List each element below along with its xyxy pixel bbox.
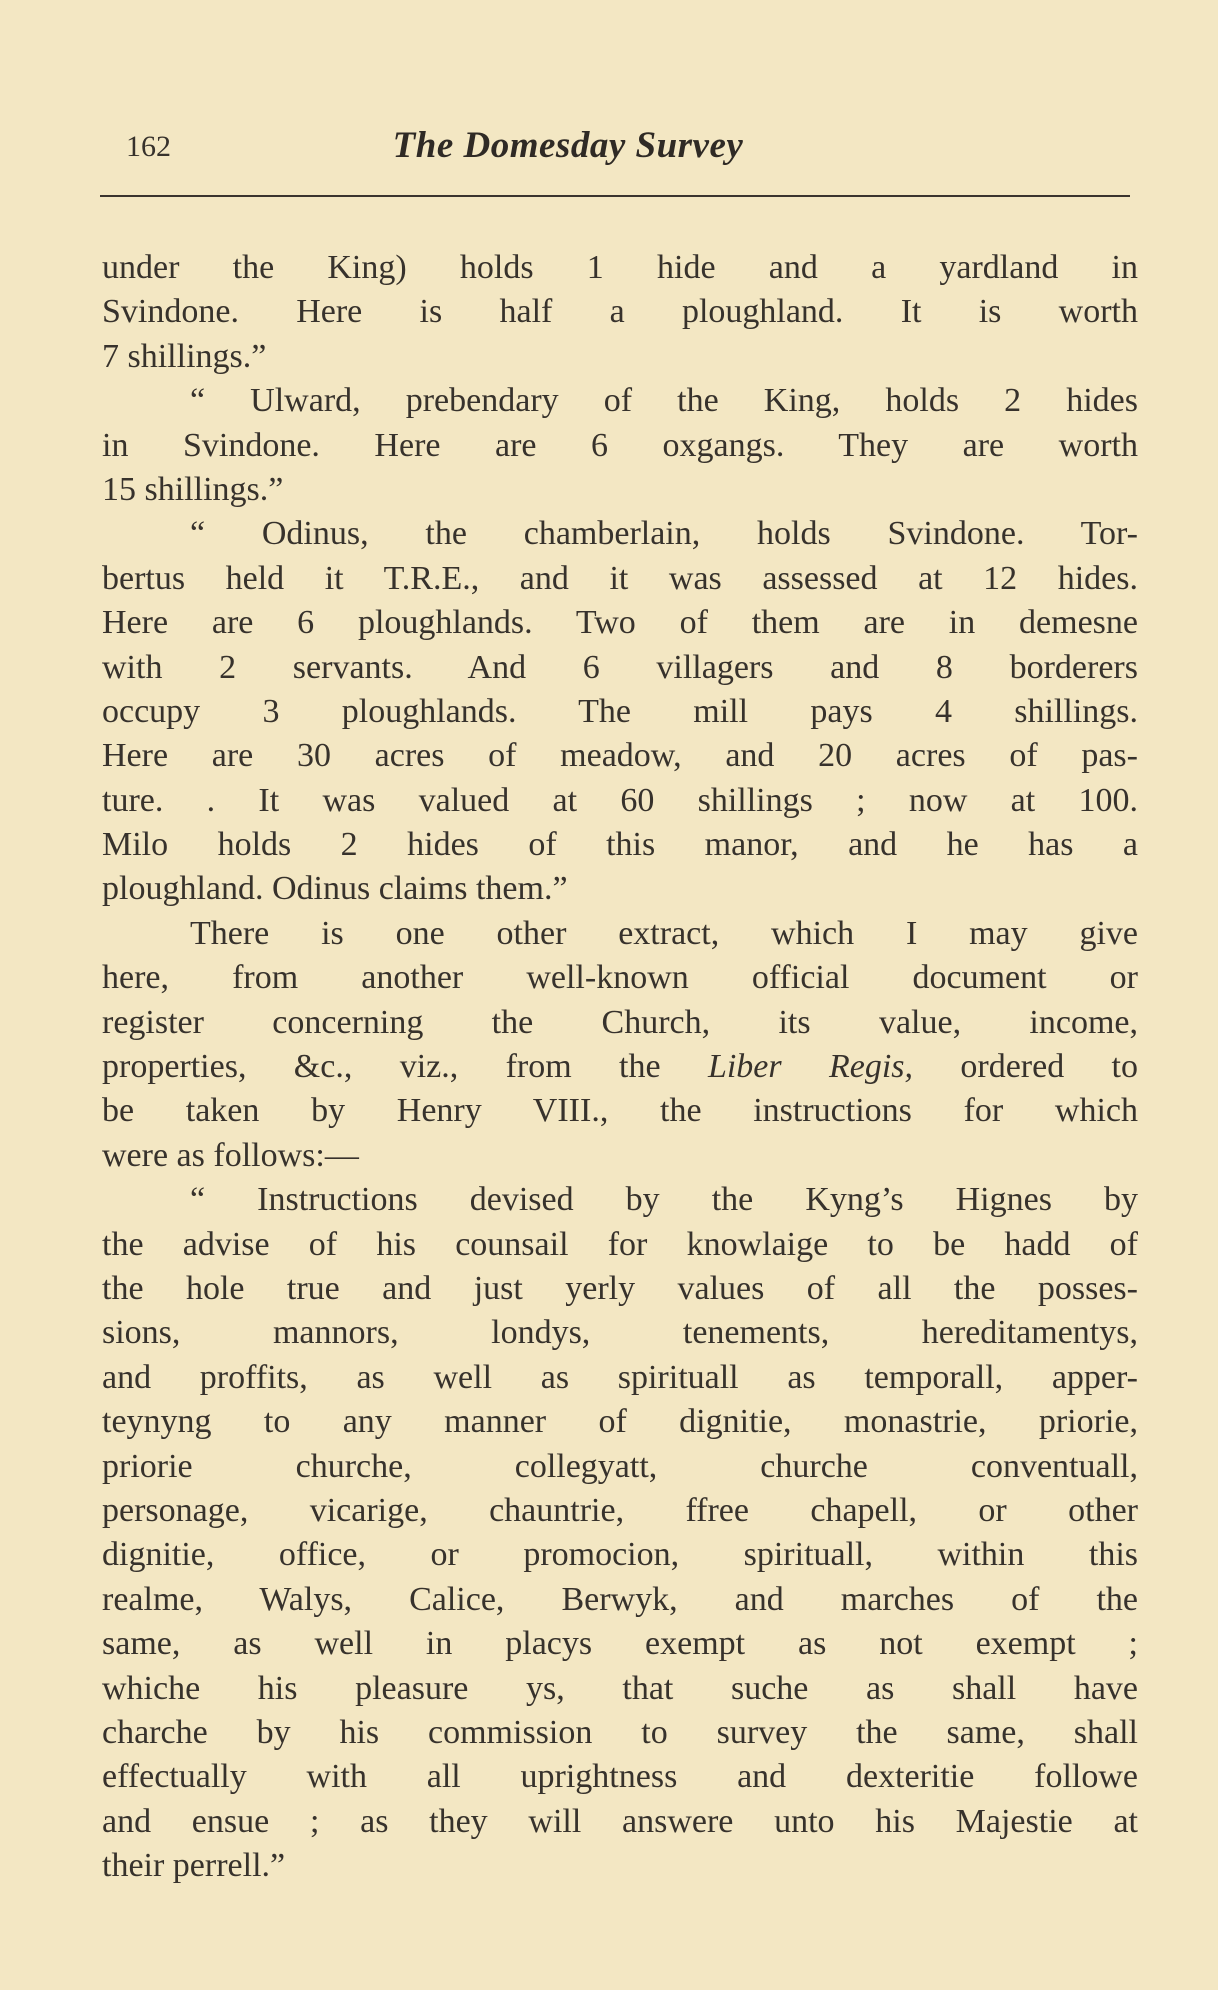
text-segment: properties, &c., viz., from the <box>102 1048 708 1086</box>
text-line: realme, Walys, Calice, Berwyk, and marches of the <box>102 1580 1138 1618</box>
text-line: under the King) holds 1 hide and a yardland in <box>102 249 1138 286</box>
text-line: Svindone. Here is half a ploughland. It is worth <box>102 293 1138 331</box>
text-line: ture. . It was valued at 60 shillings ; now at 100. <box>102 781 1138 819</box>
text-line: ploughland. Odinus claims them.” <box>102 870 568 908</box>
text-line <box>102 1045 1138 1089</box>
text-line: register concerning the Church, its value, income, <box>102 1003 1138 1041</box>
text-line: “ Odinus, the chamberlain, holds Svindone. Tor- <box>190 515 1138 553</box>
text-line: same, as well in placys exempt as not exempt ; <box>102 1625 1138 1663</box>
text-line: be taken by Henry VIII., the instructions for which <box>102 1092 1138 1130</box>
page-number: 162 <box>126 130 171 163</box>
text-line: personage, vicarige, chauntrie, ffree chapell, or other <box>102 1491 1138 1529</box>
text-line: Milo holds 2 hides of this manor, and he has a <box>102 826 1138 864</box>
text-line: Here are 30 acres of meadow, and 20 acres of pas- <box>102 737 1138 775</box>
text-line: the hole true and just yerly values of all the posses- <box>102 1269 1138 1307</box>
text-line: Here are 6 ploughlands. Two of them are in demesne <box>102 604 1138 642</box>
text-line: 15 shillings.” <box>102 470 284 508</box>
text-line: sions, mannors, londys, tenements, hereditamentys, <box>102 1314 1138 1352</box>
text-line: here, from another well-known official document or <box>102 959 1138 997</box>
body-text <box>102 246 1138 1888</box>
running-title: The Domesday Survey <box>392 125 744 166</box>
text-line: charche by his commission to survey the same, shall <box>102 1713 1138 1751</box>
header-rule <box>100 195 1130 197</box>
text-line: effectually with all uprightness and dexteritie followe <box>102 1758 1138 1796</box>
italic-title: Liber Regis, <box>707 1048 914 1086</box>
text-line: “ Instructions devised by the Kyng’s Hignes by <box>190 1181 1138 1219</box>
text-line: “ Ulward, prebendary of the King, holds 2 hides <box>190 382 1138 420</box>
text-line: with 2 servants. And 6 villagers and 8 borderers <box>102 648 1138 686</box>
text-line: the advise of his counsail for knowlaige to be hadd of <box>102 1225 1138 1263</box>
text-line: were as follows:— <box>102 1136 359 1174</box>
text-line: bertus held it T.R.E., and it was assessed at 12 hides. <box>102 559 1138 597</box>
text-line: priorie churche, collegyatt, churche conventuall, <box>102 1447 1138 1485</box>
text-line: in Svindone. Here are 6 oxgangs. They are worth <box>102 426 1138 464</box>
text-line: whiche his pleasure ys, that suche as shall have <box>102 1669 1138 1707</box>
text-line: their perrell.” <box>102 1847 286 1885</box>
text-line: teynyng to any manner of dignitie, monastrie, priorie, <box>102 1403 1138 1441</box>
text-line: dignitie, office, or promocion, spirituall, within this <box>102 1536 1138 1574</box>
text-segment: ordered to <box>913 1048 1138 1086</box>
text-line: and proffits, as well as spirituall as temporall, apper- <box>102 1358 1138 1396</box>
text-line: 7 shillings.” <box>102 337 267 375</box>
text-line: occupy 3 ploughlands. The mill pays 4 shillings. <box>102 692 1138 730</box>
text-line: and ensue ; as they will answere unto his Majestie at <box>102 1802 1138 1840</box>
text-line: There is one other extract, which I may give <box>190 914 1138 952</box>
